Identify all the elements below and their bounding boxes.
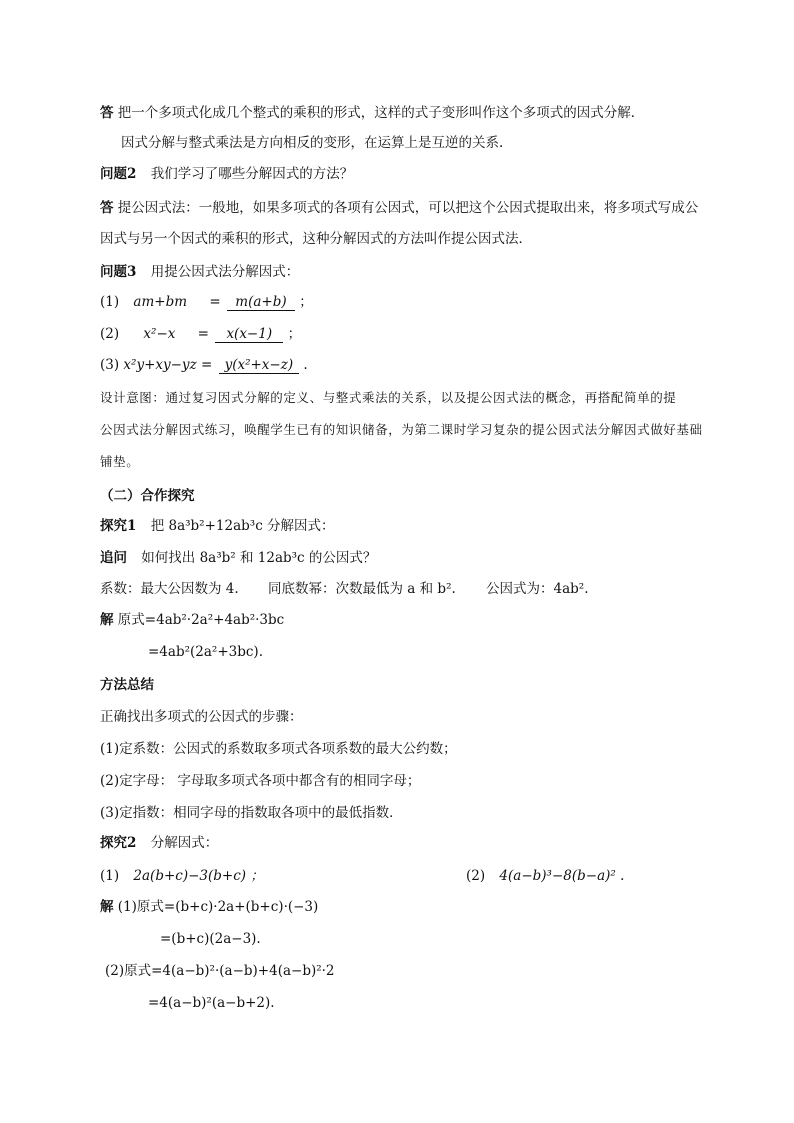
question-2	[100, 165, 353, 183]
design-intent-line3: 铺垫。	[100, 454, 140, 469]
equals-sign: =	[197, 326, 209, 342]
explore-label: 探究1	[100, 518, 137, 534]
q3-item-3	[100, 356, 308, 374]
item-number: (3)	[100, 357, 120, 373]
problem-expression: 2a(b+c)−3(b+c) ；	[133, 868, 264, 884]
q3-item-1	[100, 293, 313, 311]
answer-label: 答	[100, 200, 114, 216]
relation-text: 因式分解与整式乘法是方向相反的变形，在运算上是互逆的关系.	[121, 135, 504, 151]
problem-number: (1)	[100, 868, 120, 884]
explore-label: 探究2	[100, 835, 137, 851]
item-expression: x²−x	[143, 326, 176, 342]
item-answer: y(x²+x−z)	[219, 357, 300, 374]
method-intro: 正确找出多项式的公因式的步骤：	[100, 709, 303, 725]
follow-up-label: 追问	[100, 550, 127, 566]
explore-text: 把 8a³b²+12ab³c 分解因式：	[150, 518, 335, 534]
item-end: ；	[287, 326, 302, 342]
item-end: ；	[299, 294, 313, 310]
question-text: 用提公因式法分解因式：	[150, 264, 300, 280]
equals-sign: =	[209, 294, 221, 310]
item-expression: am+bm	[133, 294, 188, 310]
design-intent-line1: 设计意图：通过复习因式分解的定义、与整式乘法的关系，以及提公因式法的概念，再搭配简单的提	[100, 390, 677, 405]
explore-1-solution-line2: =4ab²(2a²+3bc).	[148, 644, 263, 660]
explore-2-solution-2-line2: =4(a−b)²(a−b+2).	[148, 995, 275, 1011]
design-intent-line2: 公因式法分解因式练习，唤醒学生已有的知识储备，为第二课时学习复杂的提公因式法分解因式做好基础	[100, 422, 703, 437]
explore-1-solution	[100, 611, 284, 629]
explore-2-problem-2	[466, 867, 624, 885]
question-label: 问题2	[100, 166, 137, 182]
solution-line: 原式=4ab²·2a²+4ab²·3bc	[117, 612, 285, 628]
explore-1	[100, 517, 335, 535]
explore-text: 分解因式：	[150, 835, 219, 851]
item-number: (1)	[100, 294, 120, 310]
question-label: 问题3	[100, 264, 137, 280]
item-number: (2)	[100, 326, 120, 342]
solution-line: (1)原式=(b+c)·2a+(b+c)·(−3)	[117, 899, 319, 915]
follow-up	[100, 549, 376, 567]
explore-2-problem-1	[100, 867, 264, 885]
item-end: .	[303, 357, 308, 373]
problem-number: (2)	[466, 868, 486, 884]
base-note: 同底数幂：次数最低为 a 和 b².	[268, 581, 456, 597]
explore-2-solution-1	[100, 898, 318, 916]
method-step-2: (2)定字母： 字母取多项式各项中都含有的相同字母；	[100, 773, 421, 789]
q3-item-2	[100, 325, 301, 343]
question-3	[100, 263, 299, 281]
explore-2	[100, 834, 218, 852]
solution-label: 解	[100, 899, 114, 915]
answer-1	[100, 104, 644, 122]
answer-label: 答	[100, 105, 114, 121]
answer-text: 提公因式法：一般地，如果多项式的各项有公因式，可以把这个公因式提取出来，将多项式写成公	[117, 200, 699, 216]
method-heading: 方法总结	[100, 677, 154, 693]
coefficient-note: 系数：最大公因数为 4.	[100, 581, 239, 597]
question-text: 我们学习了哪些分解因式的方法？	[150, 166, 354, 182]
solution-label: 解	[100, 612, 114, 628]
item-expression: x²y+xy−yz =	[123, 357, 213, 373]
problem-expression: 4(a−b)³−8(b−a)² .	[499, 868, 625, 884]
method-step-1: (1)定系数：公因式的系数取多项式各项系数的最大公约数；	[100, 741, 457, 757]
answer-2-line2: 因式与另一个因式的乘积的形式，这种分解因式的方法叫作提公因式法．	[100, 231, 532, 247]
item-answer: m(a+b)	[227, 294, 295, 311]
explore-2-solution-2: (2)原式=4(a−b)²·(a−b)+4(a−b)²·2	[105, 963, 335, 979]
common-factor-note: 公因式为：4ab².	[486, 581, 589, 597]
section-heading: （二）合作探究	[100, 488, 195, 504]
explore-2-solution-1-line2: =(b+c)(2a−3).	[160, 931, 261, 947]
method-step-3: (3)定指数：相同字母的指数取各项中的最低指数．	[100, 805, 403, 821]
answer-2-line1	[100, 199, 698, 217]
item-answer: x(x−1)	[215, 326, 283, 343]
answer-text: 把一个多项式化成几个整式的乘积的形式，这样的式子变形叫作这个多项式的因式分解．	[117, 105, 645, 121]
follow-up-text: 如何找出 8a³b² 和 12ab³c 的公因式？	[141, 550, 377, 566]
